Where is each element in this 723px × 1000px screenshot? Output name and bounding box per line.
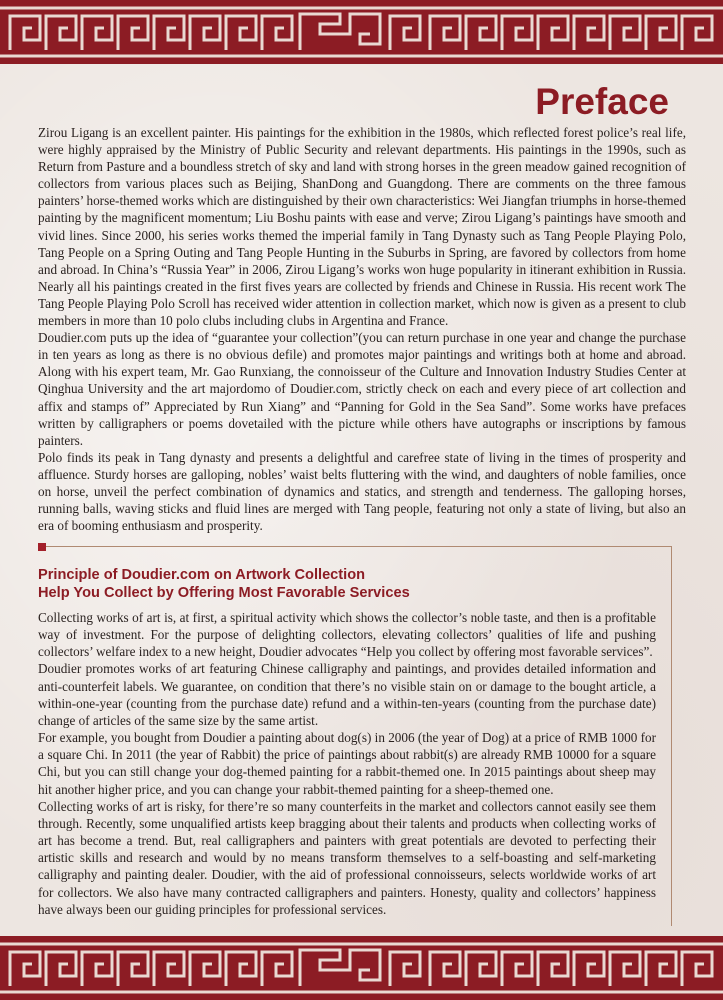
top-fret-border xyxy=(0,0,723,64)
preface-paragraph: Polo finds its peak in Tang dynasty and presents a delightful and carefree state of living in the times of prosperity and affluence. Sturdy horses are galloping, nobles’ waist belts fluttering with the wind, and daughters of noble families, once on horse, unveil the perfect combination of dynamics and statics, and strength and tenderness. The galloping horses, running balls, waving sticks and fluid lines are merged with Tang people, featuring not only a state of living, but also an era of booming enthusiasm and prosperity. xyxy=(38,449,686,534)
section-divider xyxy=(46,546,672,547)
principle-body xyxy=(38,609,656,918)
section-heading-line1: Principle of Doudier.com on Artwork Collection xyxy=(38,567,366,583)
principle-paragraph: Doudier promotes works of art featuring Chinese calligraphy and paintings, and provides detailed information and anti-counterfeit labels. We guarantee, on condition that there’s no visible stain on or damage to the bought article, a within-one-year (counting from the purchase date) refund and a within-ten-years (counting from the purchase date) change of articles of the same size by the same artist. xyxy=(38,661,656,728)
section-heading xyxy=(38,566,658,602)
principle-paragraph: Collecting works of art is, at first, a spiritual activity which shows the collector’s noble taste, and then is a profitable way of investment. For the purpose of delighting collectors, elevating collectors’ qualities of life and pushing collectors’ welfare index to a new height, Doudier advocates “Help you collect by offering most favorable services”. xyxy=(38,610,656,660)
preface-paragraph: Zirou Ligang is an excellent painter. His paintings for the exhibition in the 1980s, which reflected forest police’s real life, were highly appraised by the Ministry of Public Security and relevant departments. His paintings in the 1990s, such as Return from Pasture and a boundless stretch of sky and land with strong horses in the green meadow gained recognition of collectors from various places such as Beijing, ShanDong and Guangdong. There are comments on the three famous painters’ horse-themed works which are distinguished by their own characteristics: Wei Jiangfan triumphs in horse-themed painting by the magnificent momentum; Liu Boshu paints with ease and verve; Zirou Ligang’s paintings have smooth and vivid lines. Since 2000, his series works themed the imperial family in Tang Dynasty such as Tang People Playing Polo, Tang People on a Spring Outing and Tang People Hunting in the Suburbs in Spring, are favored by collectors from home and abroad. In China’s “Russia Year” in 2006, Zirou Ligang’s works won huge popularity in itinerant exhibition in Russia. Nearly all his paintings created in the first fives years are collected by friends and Chinese in Russia. His recent work The Tang People Playing Polo Scroll has received wider attention in collection market, which now is given as a present to club members in more than 10 polo clubs including clubs in Argentina and France. xyxy=(38,125,686,329)
bottom-fret-border xyxy=(0,936,723,1000)
section-marker xyxy=(38,543,46,551)
page-title: Preface xyxy=(535,81,669,122)
preface-body xyxy=(38,124,686,534)
section-side-rule xyxy=(671,546,672,926)
principle-paragraph: For example, you bought from Doudier a painting about dog(s) in 2006 (the year of Dog) at a price of RMB 1000 for a square Chi. In 2011 (the year of Rabbit) the price of paintings about rabbit(s) are already RMB 10000 for a square Chi, but you can still change your dog-themed painting for a rabbit-themed one. In 2015 paintings about sheep may hit another higher price, and you can change your rabbit-themed painting for a sheep-themed one. xyxy=(38,730,656,797)
section-heading-line2: Help You Collect by Offering Most Favorable Services xyxy=(38,585,410,601)
principle-paragraph: Collecting works of art is risky, for there’re so many counterfeits in the market and collectors cannot easily see them through. Recently, some unqualified artists keep bragging about their talents and products when collecting works of art has become a trend. But, real calligraphers and painters with great potentials are devoted to perfecting their artistic skills and research and would by no means transform themselves to a self-boasting and self-marketing calligraphy and painting dealer. Doudier, with the aid of professional connoisseurs, selects worldwide works of art for collectors. We also have many contracted calligraphers and painters. Honesty, quality and collectors’ happiness have always been our guiding principles for professional services. xyxy=(38,798,656,917)
preface-paragraph: Doudier.com puts up the idea of “guarantee your collection”(you can return purchase in one year and change the purchase in ten years as long as there is no obvious defile) and promotes major paintings and writings both at home and abroad. Along with his expert team, Mr. Gao Runxiang, the connoisseur of the Culture and Innovation Industry Studies Center at Qinghua University and the art majordomo of Doudier.com, strictly check on each and every piece of art collection and affix and stamps of” Appreciated by Run Xiang” and “Panning for Gold in the Sea Sand”. Some works have prefaces written by calligraphers or poems dovetailed with the picture while others have autographs or inscriptions by famous painters. xyxy=(38,330,686,448)
